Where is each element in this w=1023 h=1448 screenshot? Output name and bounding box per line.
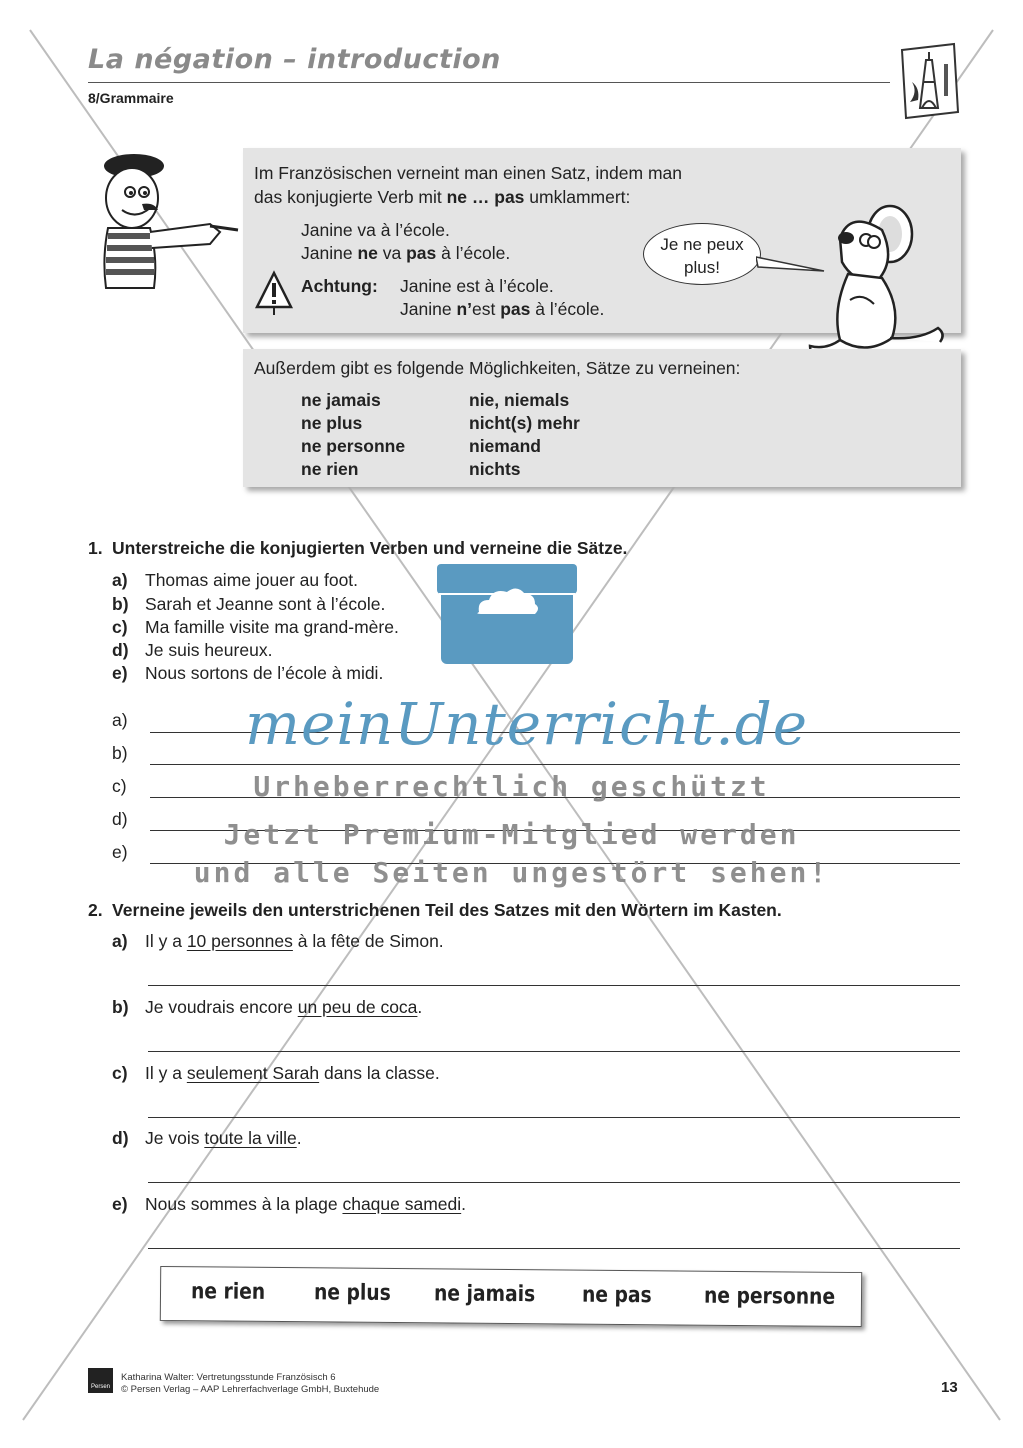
answer-line[interactable]: [148, 1117, 960, 1118]
answer-line[interactable]: [148, 1248, 960, 1249]
word-box: [160, 1266, 862, 1327]
example-affirmative: Janine va à l’école.: [301, 220, 450, 240]
exercise1-item: e) Nous sortons de l’école à midi.: [112, 663, 384, 683]
achtung-label: Achtung:: [301, 276, 378, 296]
exercise1-heading: Unterstreiche die konjugierten Verben und verneine die Sätze.: [112, 538, 628, 558]
negation-list-intro: Außerdem gibt es folgende Möglichkeiten, Sätze zu verneinen:: [254, 358, 741, 378]
negation-de-2: nicht(s) mehr: [469, 413, 580, 433]
watermark-brand: meinUnterricht.de: [245, 690, 809, 758]
exercise1-item: b) Sarah et Jeanne sont à l’école.: [112, 594, 386, 614]
exercise1-item: d) Je suis heureux.: [112, 640, 273, 660]
title-rule: [88, 82, 890, 83]
speech-bubble: [643, 223, 761, 285]
negation-fr-4: ne rien: [301, 459, 359, 479]
page-subtitle: 8/Grammaire: [88, 90, 174, 106]
example-etre-negative: Janine n’est pas à l’école.: [400, 299, 605, 319]
rule-text-line2: das konjugierte Verb mit ne … pas umklammert:: [254, 187, 631, 207]
exercise2-item: e) Nous sommes à la plage chaque samedi.: [112, 1194, 467, 1214]
exercise2-number: 2.: [88, 900, 103, 920]
eiffel-tower-icon: [898, 42, 960, 120]
answer-label: d): [112, 809, 128, 829]
negation-de-3: niemand: [469, 436, 541, 456]
answer-label: b): [112, 743, 128, 763]
answer-line[interactable]: [148, 1051, 960, 1052]
watermark-copyright: Urheberrechtlich geschützt: [253, 770, 770, 803]
bubble-line1: Je ne peux: [660, 235, 744, 254]
exercise2-item: b) Je voudrais encore un peu de coca.: [112, 997, 423, 1017]
answer-line[interactable]: [148, 1182, 960, 1183]
exercise2-item: c) Il y a seulement Sarah dans la classe.: [112, 1063, 440, 1083]
negation-de-1: nie, niemals: [469, 390, 570, 410]
negation-fr-1: ne jamais: [301, 390, 381, 410]
exercise2-item: d) Je vois toute la ville.: [112, 1128, 302, 1148]
footer-line1: Katharina Walter: Vertretungsstunde Französisch 6: [121, 1372, 336, 1383]
page-title: La négation – introduction: [88, 44, 501, 75]
exercise1-number: 1.: [88, 538, 103, 558]
page-number: 13: [941, 1379, 958, 1396]
word-ne-personne: ne personne: [703, 1283, 836, 1310]
word-ne-jamais: ne jamais: [433, 1281, 536, 1308]
footer-line2: © Persen Verlag – AAP Lehrerfachverlage GmbH, Buxtehude: [121, 1384, 380, 1395]
word-ne-pas: ne pas: [581, 1282, 652, 1309]
word-ne-plus: ne plus: [313, 1280, 391, 1306]
bubble-line2: plus!: [684, 258, 720, 277]
publisher-logo: Persen: [88, 1368, 113, 1393]
exercise1-item: c) Ma famille visite ma grand-mère.: [112, 617, 399, 637]
answer-label: c): [112, 776, 127, 796]
exercise2-heading: Verneine jeweils den unterstrichenen Teil des Satzes mit den Wörtern im Kasten.: [112, 900, 782, 920]
answer-line[interactable]: [150, 764, 960, 765]
rule-text-line1: Im Französischen verneint man einen Satz, indem man: [254, 163, 682, 183]
answer-label: e): [112, 842, 128, 862]
example-negative: Janine ne va pas à l’école.: [301, 243, 511, 263]
example-etre: Janine est à l’école.: [400, 276, 554, 296]
negation-de-4: nichts: [469, 459, 521, 479]
negation-fr-2: ne plus: [301, 413, 363, 433]
watermark-premium-2: und alle Seiten ungestört sehen!: [193, 856, 830, 889]
negation-fr-3: ne personne: [301, 436, 406, 456]
exercise2-item: a) Il y a 10 personnes à la fête de Simon.: [112, 931, 444, 951]
exercise1-item: a) Thomas aime jouer au foot.: [112, 570, 359, 590]
warning-icon: [254, 270, 294, 316]
word-ne-rien: ne rien: [190, 1279, 266, 1305]
answer-line[interactable]: [148, 985, 960, 986]
briefcase-icon: [437, 562, 577, 666]
watermark-premium: Jetzt Premium-Mitglied werden: [223, 818, 800, 851]
answer-label: a): [112, 710, 128, 730]
mime-character-icon: [92, 148, 242, 293]
